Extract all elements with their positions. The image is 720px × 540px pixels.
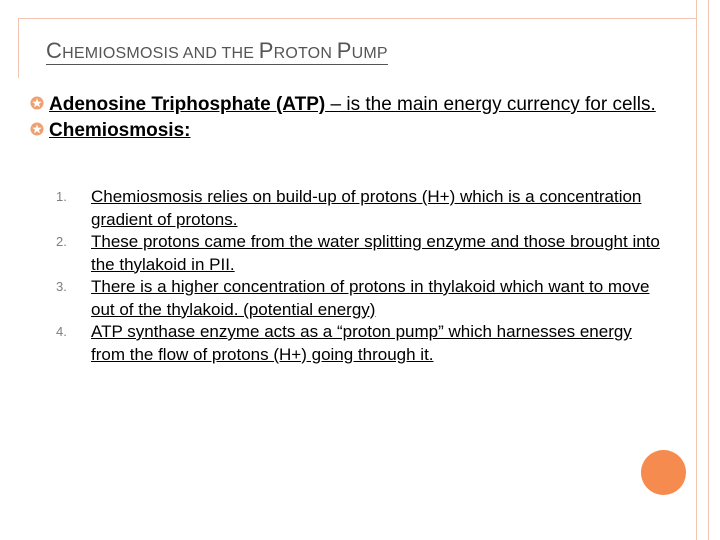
frame-line xyxy=(708,0,709,540)
numbered-item xyxy=(56,276,664,321)
title-text: C xyxy=(46,38,63,63)
item-number: 3. xyxy=(56,279,67,294)
title-text: UMP xyxy=(351,45,388,62)
star-bullet-icon xyxy=(30,96,44,110)
item-number: 1. xyxy=(56,189,67,204)
item-text: There is a higher concentration of protons in thylakoid which want to move out of the thylakoid. (potential energy) xyxy=(91,277,650,319)
item-number: 2. xyxy=(56,234,67,249)
numbered-list xyxy=(56,186,664,366)
bullet-list xyxy=(30,92,660,144)
frame-line xyxy=(18,18,19,78)
title-text: P xyxy=(258,38,274,63)
bullet-item xyxy=(30,118,660,144)
frame-line xyxy=(696,0,697,540)
title-text: P xyxy=(336,38,352,63)
numbered-item xyxy=(56,231,664,276)
numbered-item xyxy=(56,186,664,231)
frame-line xyxy=(18,18,696,19)
bullet-item xyxy=(30,92,660,118)
title-text: HEMIOSMOSIS AND THE xyxy=(62,45,259,62)
decorative-circle xyxy=(641,450,686,495)
star-bullet-icon xyxy=(30,122,44,136)
numbered-item xyxy=(56,321,664,366)
slide-title xyxy=(46,38,388,65)
item-text: Chemiosmosis relies on build-up of protons (H+) which is a concentration gradient of protons. xyxy=(91,187,642,229)
bullet-text: – is the main energy currency for cells. xyxy=(325,94,656,115)
item-text: ATP synthase enzyme acts as a “proton pump” which harnesses energy from the flow of protons (H+) going through it. xyxy=(91,322,632,364)
bullet-bold-text: Adenosine Triphosphate (ATP) xyxy=(49,94,326,115)
item-number: 4. xyxy=(56,324,67,339)
bullet-bold-text: Chemiosmosis: xyxy=(49,120,191,141)
item-text: These protons came from the water splitting enzyme and those brought into the thylakoid in PII. xyxy=(91,232,660,274)
title-text: ROTON xyxy=(273,45,337,62)
